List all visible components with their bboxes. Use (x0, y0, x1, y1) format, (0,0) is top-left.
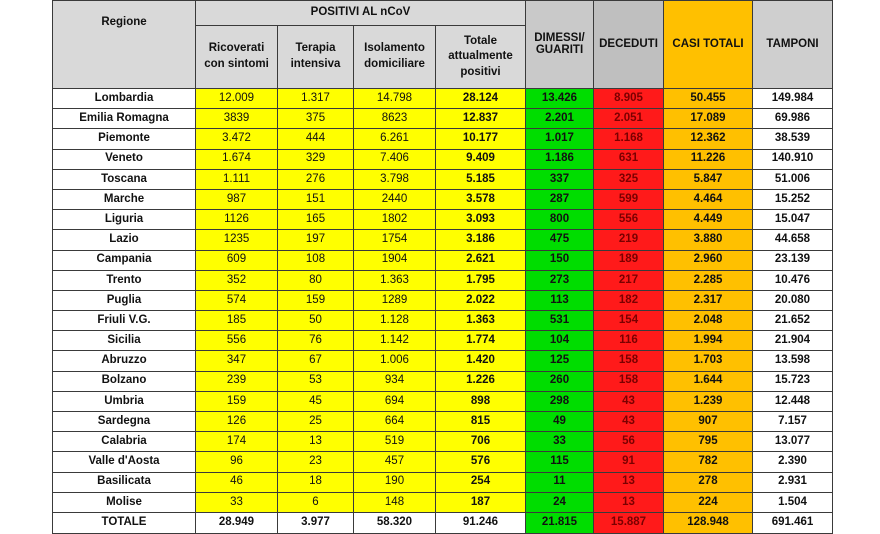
total-cell-totale: 91.246 (436, 512, 526, 533)
total-cell-deceduti: 15.887 (594, 512, 664, 533)
cell-terapia: 76 (278, 331, 354, 351)
header-totale (436, 26, 526, 89)
table-row (53, 210, 833, 230)
header-region: Regione (53, 1, 196, 89)
table-row (53, 290, 833, 310)
cell-ricoverati: 609 (196, 250, 278, 270)
total-cell-region: TOTALE (53, 512, 196, 533)
cell-tamponi: 140.910 (753, 149, 833, 169)
cell-totale: 1.795 (436, 270, 526, 290)
table-row (53, 472, 833, 492)
table-row (53, 371, 833, 391)
header-positivi-group: POSITIVI AL nCoV (196, 1, 526, 26)
cell-ricoverati: 3839 (196, 109, 278, 129)
cell-isolamento: 1802 (354, 210, 436, 230)
cell-dimessi: 337 (526, 169, 594, 189)
cell-terapia: 50 (278, 311, 354, 331)
cell-region: Marche (53, 189, 196, 209)
header-tamponi: TAMPONI (753, 1, 833, 89)
cell-totale: 9.409 (436, 149, 526, 169)
cell-dimessi: 287 (526, 189, 594, 209)
cell-terapia: 108 (278, 250, 354, 270)
cell-tamponi: 1.504 (753, 492, 833, 512)
cell-ricoverati: 1235 (196, 230, 278, 250)
cell-dimessi: 150 (526, 250, 594, 270)
header-ricoverati (196, 26, 278, 89)
cell-isolamento: 1289 (354, 290, 436, 310)
cell-deceduti: 189 (594, 250, 664, 270)
cell-casi-totali: 17.089 (664, 109, 753, 129)
cell-deceduti: 1.168 (594, 129, 664, 149)
cell-casi-totali: 4.449 (664, 210, 753, 230)
cell-tamponi: 7.157 (753, 412, 833, 432)
cell-dimessi: 298 (526, 391, 594, 411)
cell-isolamento: 3.798 (354, 169, 436, 189)
cell-isolamento: 8623 (354, 109, 436, 129)
table-row (53, 331, 833, 351)
cell-isolamento: 1.363 (354, 270, 436, 290)
table-row (53, 230, 833, 250)
cell-terapia: 67 (278, 351, 354, 371)
total-cell-isolamento: 58.320 (354, 512, 436, 533)
cell-totale: 1.226 (436, 371, 526, 391)
cell-ricoverati: 556 (196, 331, 278, 351)
table-body (53, 89, 833, 534)
cell-ricoverati: 574 (196, 290, 278, 310)
cell-terapia: 1.317 (278, 89, 354, 109)
cell-isolamento: 1.128 (354, 311, 436, 331)
cell-region: Campania (53, 250, 196, 270)
cell-tamponi: 44.658 (753, 230, 833, 250)
cell-terapia: 45 (278, 391, 354, 411)
cell-totale: 2.022 (436, 290, 526, 310)
cell-deceduti: 154 (594, 311, 664, 331)
covid-regional-table (52, 0, 833, 534)
cell-casi-totali: 782 (664, 452, 753, 472)
cell-deceduti: 2.051 (594, 109, 664, 129)
cell-totale: 28.124 (436, 89, 526, 109)
cell-dimessi: 273 (526, 270, 594, 290)
header-dimessi (526, 1, 594, 89)
cell-totale: 2.621 (436, 250, 526, 270)
cell-ricoverati: 3.472 (196, 129, 278, 149)
cell-deceduti: 158 (594, 351, 664, 371)
cell-ricoverati: 1.111 (196, 169, 278, 189)
header-terapia-l2: intensiva (290, 58, 341, 70)
cell-dimessi: 13.426 (526, 89, 594, 109)
cell-region: Sicilia (53, 331, 196, 351)
cell-ricoverati: 174 (196, 432, 278, 452)
cell-deceduti: 43 (594, 412, 664, 432)
cell-tamponi: 12.448 (753, 391, 833, 411)
cell-tamponi: 20.080 (753, 290, 833, 310)
cell-isolamento: 1.006 (354, 351, 436, 371)
cell-totale: 1.420 (436, 351, 526, 371)
cell-ricoverati: 987 (196, 189, 278, 209)
cell-tamponi: 21.904 (753, 331, 833, 351)
cell-terapia: 151 (278, 189, 354, 209)
cell-tamponi: 149.984 (753, 89, 833, 109)
cell-dimessi: 11 (526, 472, 594, 492)
cell-deceduti: 116 (594, 331, 664, 351)
covid-regional-table-container (52, 0, 832, 534)
cell-region: Trento (53, 270, 196, 290)
header-ricoverati-l1: Ricoverati (208, 42, 265, 55)
header-isolamento-l2: domiciliare (364, 58, 425, 70)
cell-tamponi: 38.539 (753, 129, 833, 149)
cell-deceduti: 43 (594, 391, 664, 411)
cell-dimessi: 125 (526, 351, 594, 371)
cell-totale: 254 (436, 472, 526, 492)
cell-tamponi: 2.390 (753, 452, 833, 472)
cell-deceduti: 219 (594, 230, 664, 250)
cell-casi-totali: 11.226 (664, 149, 753, 169)
cell-deceduti: 13 (594, 472, 664, 492)
cell-tamponi: 10.476 (753, 270, 833, 290)
cell-deceduti: 158 (594, 371, 664, 391)
cell-region: Calabria (53, 432, 196, 452)
cell-deceduti: 182 (594, 290, 664, 310)
table-row (53, 492, 833, 512)
cell-isolamento: 664 (354, 412, 436, 432)
cell-totale: 898 (436, 391, 526, 411)
cell-dimessi: 1.017 (526, 129, 594, 149)
cell-isolamento: 694 (354, 391, 436, 411)
cell-dimessi: 115 (526, 452, 594, 472)
cell-casi-totali: 907 (664, 412, 753, 432)
cell-isolamento: 1754 (354, 230, 436, 250)
cell-deceduti: 599 (594, 189, 664, 209)
cell-ricoverati: 347 (196, 351, 278, 371)
table-row (53, 270, 833, 290)
cell-isolamento: 2440 (354, 189, 436, 209)
cell-region: Friuli V.G. (53, 311, 196, 331)
cell-tamponi: 13.077 (753, 432, 833, 452)
total-cell-terapia: 3.977 (278, 512, 354, 533)
cell-deceduti: 631 (594, 149, 664, 169)
cell-tamponi: 21.652 (753, 311, 833, 331)
cell-terapia: 13 (278, 432, 354, 452)
cell-isolamento: 6.261 (354, 129, 436, 149)
cell-casi-totali: 1.994 (664, 331, 753, 351)
table-row (53, 452, 833, 472)
cell-isolamento: 1.142 (354, 331, 436, 351)
table-row (53, 412, 833, 432)
total-cell-tamponi: 691.461 (753, 512, 833, 533)
cell-ricoverati: 1.674 (196, 149, 278, 169)
cell-ricoverati: 46 (196, 472, 278, 492)
cell-totale: 10.177 (436, 129, 526, 149)
header-totale-l3: positivi (460, 65, 501, 78)
cell-terapia: 375 (278, 109, 354, 129)
cell-deceduti: 325 (594, 169, 664, 189)
table-row (53, 311, 833, 331)
cell-casi-totali: 1.239 (664, 391, 753, 411)
cell-totale: 1.774 (436, 331, 526, 351)
cell-isolamento: 457 (354, 452, 436, 472)
cell-tamponi: 15.252 (753, 189, 833, 209)
header-dimessi-l2: GUARITI (535, 43, 584, 56)
cell-deceduti: 8.905 (594, 89, 664, 109)
cell-ricoverati: 33 (196, 492, 278, 512)
cell-terapia: 6 (278, 492, 354, 512)
cell-casi-totali: 224 (664, 492, 753, 512)
cell-region: Molise (53, 492, 196, 512)
cell-dimessi: 260 (526, 371, 594, 391)
cell-deceduti: 91 (594, 452, 664, 472)
cell-totale: 815 (436, 412, 526, 432)
cell-tamponi: 23.139 (753, 250, 833, 270)
cell-deceduti: 217 (594, 270, 664, 290)
cell-terapia: 444 (278, 129, 354, 149)
cell-dimessi: 2.201 (526, 109, 594, 129)
cell-region: Lazio (53, 230, 196, 250)
cell-region: Lombardia (53, 89, 196, 109)
cell-dimessi: 531 (526, 311, 594, 331)
cell-casi-totali: 1.644 (664, 371, 753, 391)
total-cell-dimessi: 21.815 (526, 512, 594, 533)
cell-tamponi: 69.986 (753, 109, 833, 129)
table-row (53, 169, 833, 189)
cell-region: Puglia (53, 290, 196, 310)
cell-terapia: 18 (278, 472, 354, 492)
table-row (53, 149, 833, 169)
header-isolamento-l1: Isolamento (364, 42, 425, 55)
header-dimessi-l1: DIMESSI/ (534, 32, 585, 44)
cell-totale: 5.185 (436, 169, 526, 189)
cell-casi-totali: 278 (664, 472, 753, 492)
cell-region: Emilia Romagna (53, 109, 196, 129)
cell-dimessi: 104 (526, 331, 594, 351)
cell-terapia: 53 (278, 371, 354, 391)
cell-terapia: 25 (278, 412, 354, 432)
cell-tamponi: 15.047 (753, 210, 833, 230)
cell-totale: 12.837 (436, 109, 526, 129)
cell-dimessi: 49 (526, 412, 594, 432)
cell-deceduti: 13 (594, 492, 664, 512)
cell-dimessi: 33 (526, 432, 594, 452)
cell-terapia: 23 (278, 452, 354, 472)
cell-terapia: 276 (278, 169, 354, 189)
cell-totale: 706 (436, 432, 526, 452)
cell-region: Basilicata (53, 472, 196, 492)
cell-tamponi: 13.598 (753, 351, 833, 371)
cell-terapia: 80 (278, 270, 354, 290)
header-terapia (278, 26, 354, 89)
cell-terapia: 329 (278, 149, 354, 169)
cell-ricoverati: 352 (196, 270, 278, 290)
cell-tamponi: 51.006 (753, 169, 833, 189)
header-totale-l2: attualmente (448, 50, 513, 63)
cell-region: Liguria (53, 210, 196, 230)
cell-region: Toscana (53, 169, 196, 189)
cell-region: Veneto (53, 149, 196, 169)
cell-ricoverati: 12.009 (196, 89, 278, 109)
cell-dimessi: 113 (526, 290, 594, 310)
cell-dimessi: 1.186 (526, 149, 594, 169)
cell-isolamento: 7.406 (354, 149, 436, 169)
cell-isolamento: 148 (354, 492, 436, 512)
header-casi-totali: CASI TOTALI (664, 1, 753, 89)
cell-terapia: 159 (278, 290, 354, 310)
cell-tamponi: 2.931 (753, 472, 833, 492)
cell-totale: 1.363 (436, 311, 526, 331)
table-row (53, 391, 833, 411)
cell-casi-totali: 2.048 (664, 311, 753, 331)
cell-casi-totali: 795 (664, 432, 753, 452)
cell-terapia: 197 (278, 230, 354, 250)
cell-casi-totali: 2.285 (664, 270, 753, 290)
cell-isolamento: 1904 (354, 250, 436, 270)
table-row (53, 89, 833, 109)
table-row (53, 432, 833, 452)
cell-ricoverati: 126 (196, 412, 278, 432)
cell-isolamento: 14.798 (354, 89, 436, 109)
cell-dimessi: 800 (526, 210, 594, 230)
table-row (53, 109, 833, 129)
cell-region: Umbria (53, 391, 196, 411)
cell-ricoverati: 1126 (196, 210, 278, 230)
total-row (53, 512, 833, 533)
table-row (53, 189, 833, 209)
cell-ricoverati: 185 (196, 311, 278, 331)
cell-totale: 3.186 (436, 230, 526, 250)
cell-casi-totali: 5.847 (664, 169, 753, 189)
cell-dimessi: 24 (526, 492, 594, 512)
header-terapia-l1: Terapia (295, 42, 336, 55)
cell-casi-totali: 4.464 (664, 189, 753, 209)
cell-ricoverati: 159 (196, 391, 278, 411)
cell-isolamento: 934 (354, 371, 436, 391)
table-row (53, 250, 833, 270)
cell-deceduti: 56 (594, 432, 664, 452)
cell-totale: 576 (436, 452, 526, 472)
cell-region: Sardegna (53, 412, 196, 432)
cell-ricoverati: 96 (196, 452, 278, 472)
cell-casi-totali: 12.362 (664, 129, 753, 149)
cell-casi-totali: 3.880 (664, 230, 753, 250)
cell-totale: 3.093 (436, 210, 526, 230)
table-row (53, 351, 833, 371)
cell-deceduti: 556 (594, 210, 664, 230)
table-row (53, 129, 833, 149)
total-cell-ricoverati: 28.949 (196, 512, 278, 533)
table-header (53, 1, 833, 89)
cell-totale: 187 (436, 492, 526, 512)
cell-isolamento: 519 (354, 432, 436, 452)
cell-region: Abruzzo (53, 351, 196, 371)
cell-dimessi: 475 (526, 230, 594, 250)
cell-ricoverati: 239 (196, 371, 278, 391)
cell-region: Piemonte (53, 129, 196, 149)
cell-totale: 3.578 (436, 189, 526, 209)
total-cell-casi-totali: 128.948 (664, 512, 753, 533)
cell-casi-totali: 1.703 (664, 351, 753, 371)
cell-casi-totali: 2.960 (664, 250, 753, 270)
header-totale-l1: Totale (463, 34, 497, 47)
header-deceduti: DECEDUTI (594, 1, 664, 89)
cell-casi-totali: 50.455 (664, 89, 753, 109)
cell-region: Valle d'Aosta (53, 452, 196, 472)
header-isolamento (354, 26, 436, 89)
cell-terapia: 165 (278, 210, 354, 230)
cell-isolamento: 190 (354, 472, 436, 492)
cell-region: Bolzano (53, 371, 196, 391)
header-ricoverati-l2: con sintomi (204, 58, 269, 70)
cell-casi-totali: 2.317 (664, 290, 753, 310)
cell-tamponi: 15.723 (753, 371, 833, 391)
